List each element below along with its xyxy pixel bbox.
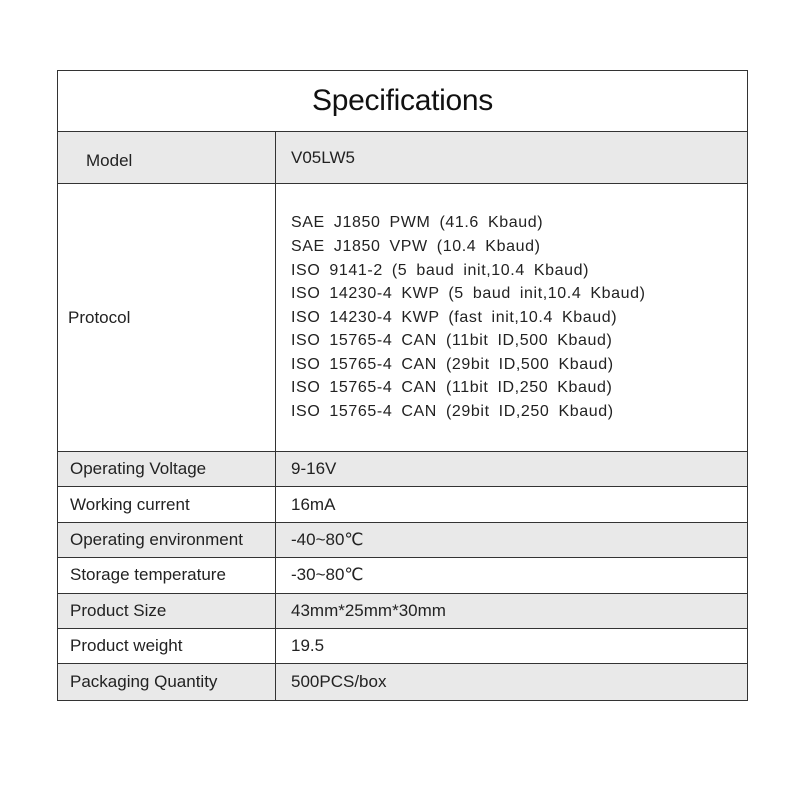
protocol-item: ISO 15765-4 CAN (11bit ID,500 Kbaud): [291, 332, 613, 350]
spec-value: 500PCS/box: [291, 672, 387, 692]
spec-label: Product Size: [58, 594, 276, 628]
spec-label: Working current: [58, 487, 276, 521]
protocol-list: [291, 211, 646, 423]
protocol-item: ISO 14230-4 KWP (fast init,10.4 Kbaud): [291, 308, 618, 326]
spec-value: V05LW5: [291, 147, 355, 167]
protocol-item: ISO 15765-4 CAN (29bit ID,500 Kbaud): [291, 355, 614, 373]
spec-label: Protocol: [58, 184, 276, 451]
spec-row-working-current: [58, 487, 747, 522]
protocol-item: ISO 15765-4 CAN (29bit ID,250 Kbaud): [291, 403, 614, 421]
spec-row-model: [58, 132, 747, 184]
spec-row-product-size: [58, 594, 747, 629]
spec-value: 19.5: [291, 636, 325, 656]
spec-label: Operating Voltage: [58, 452, 276, 486]
spec-row-product-weight: [58, 629, 747, 664]
spec-value: -30~80℃: [291, 565, 364, 585]
spec-value: -40~80℃: [291, 529, 364, 549]
spec-value: 16mA: [291, 494, 336, 514]
protocol-item: ISO 14230-4 KWP (5 baud init,10.4 Kbaud): [291, 285, 646, 303]
protocol-item: ISO 9141-2 (5 baud init,10.4 Kbaud): [291, 261, 590, 279]
spec-row-operating-environment: [58, 523, 747, 558]
spec-label: Model: [58, 132, 276, 183]
spec-value: 43mm*25mm*30mm: [291, 600, 446, 620]
spec-value: 9-16V: [291, 459, 337, 479]
spec-row-storage-temperature: [58, 558, 747, 593]
spec-label: Product weight: [58, 629, 276, 663]
table-title: Specifications: [312, 84, 493, 117]
spec-label: Packaging Quantity: [58, 664, 276, 699]
spec-label: Operating environment: [58, 523, 276, 557]
spec-row-packaging-quantity: [58, 664, 747, 699]
spec-value: [276, 184, 747, 451]
table-title-row: [58, 71, 747, 132]
protocol-item: SAE J1850 VPW (10.4 Kbaud): [291, 237, 541, 255]
protocol-item: ISO 15765-4 CAN (11bit ID,250 Kbaud): [291, 379, 613, 397]
spec-row-operating-voltage: [58, 452, 747, 487]
specifications-table: [57, 70, 748, 701]
protocol-item: SAE J1850 PWM (41.6 Kbaud): [291, 214, 544, 232]
spec-label: Storage temperature: [58, 558, 276, 592]
spec-row-protocol: [58, 184, 747, 452]
